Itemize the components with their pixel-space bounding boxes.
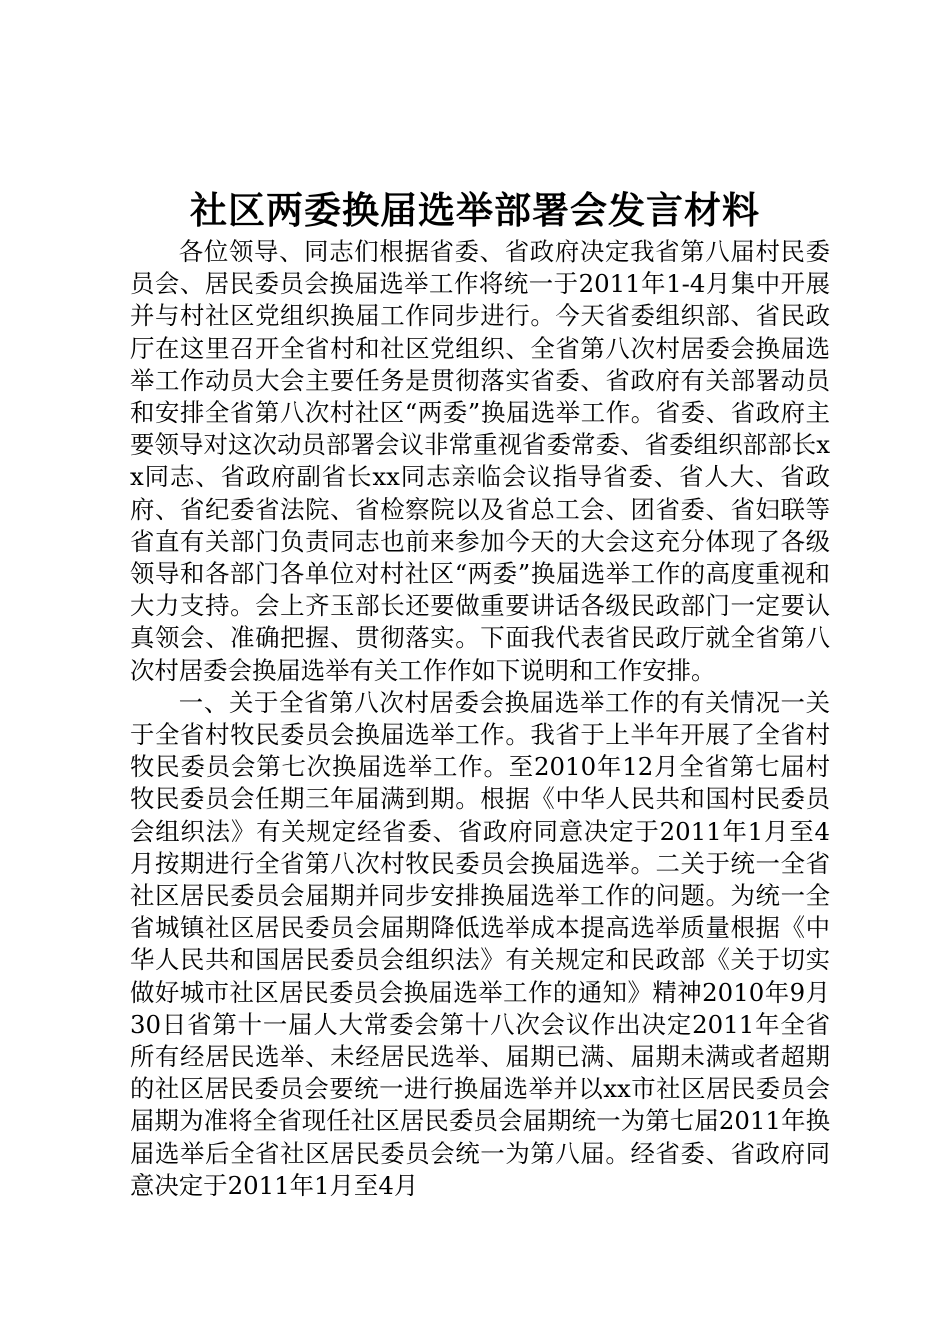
paragraph-section-one: 一、关于全省第八次村居委会换届选举工作的有关情况一关于全省村牧民委员会换届选举工作。我省于上半年开展了全省村牧民委员会第七次换届选举工作。至2010年12月全省第七届村牧民委员会任期三年届满到期。根据《中华人民共和国村民委员会组织法》有关规定经省委、省政府同意决定于2011年1月至4月按期进行全省第八次村牧民委员会换届选举。二关于统一全省社区居民委员会届期并同步安排换届选举工作的问题。为统一全省城镇社区居民委员会届期降低选举成本提高选举质量根据《中华人民共和国居民委员会组织法》有关规定和民政部《关于切实做好城市社区居民委员会换届选举工作的通知》精神2010年9月30日省第十一届人大常委会第十八次会议作出决定2011年全省所有经居民选举、未经居民选举、届期已满、届期未满或者超期的社区居民委员会要统一进行换届选举并以xx市社区居民委员会届期为准将全省现任社区居民委员会届期统一为第七届2011年换届选举后全省社区居民委员会统一为第八届。经省委、省政府同意决定于2011年1月至4月: [130, 687, 830, 1200]
paragraph-opening: 各位领导、同志们根据省委、省政府决定我省第八届村民委员会、居民委员会换届选举工作将统一于2011年1-4月集中开展并与村社区党组织换届工作同步进行。今天省委组织部、省民政厅在这里召开全省村和社区党组织、全省第八次村居委会换届选举工作动员大会主要任务是贯彻落实省委、省政府有关部署动员和安排全省第八次村社区“两委”换届选举工作。省委、省政府主要领导对这次动员部署会议非常重视省委常委、省委组织部部长xx同志、省政府副省长xx同志亲临会议指导省委、省人大、省政府、省纪委省法院、省检察院以及省总工会、团省委、省妇联等省直有关部门负责同志也前来参加今天的大会这充分体现了各级领导和各部门各单位对村社区“两委”换届选举工作的高度重视和大力支持。会上齐玉部长还要做重要讲话各级民政部门一定要认真领会、准确把握、贯彻落实。下面我代表省民政厅就全省第八次村居委会换届选举有关工作作如下说明和工作安排。: [130, 237, 830, 685]
document-body: [130, 236, 830, 1202]
document-title: 社区两委换届选举部署会发言材料: [190, 188, 760, 232]
